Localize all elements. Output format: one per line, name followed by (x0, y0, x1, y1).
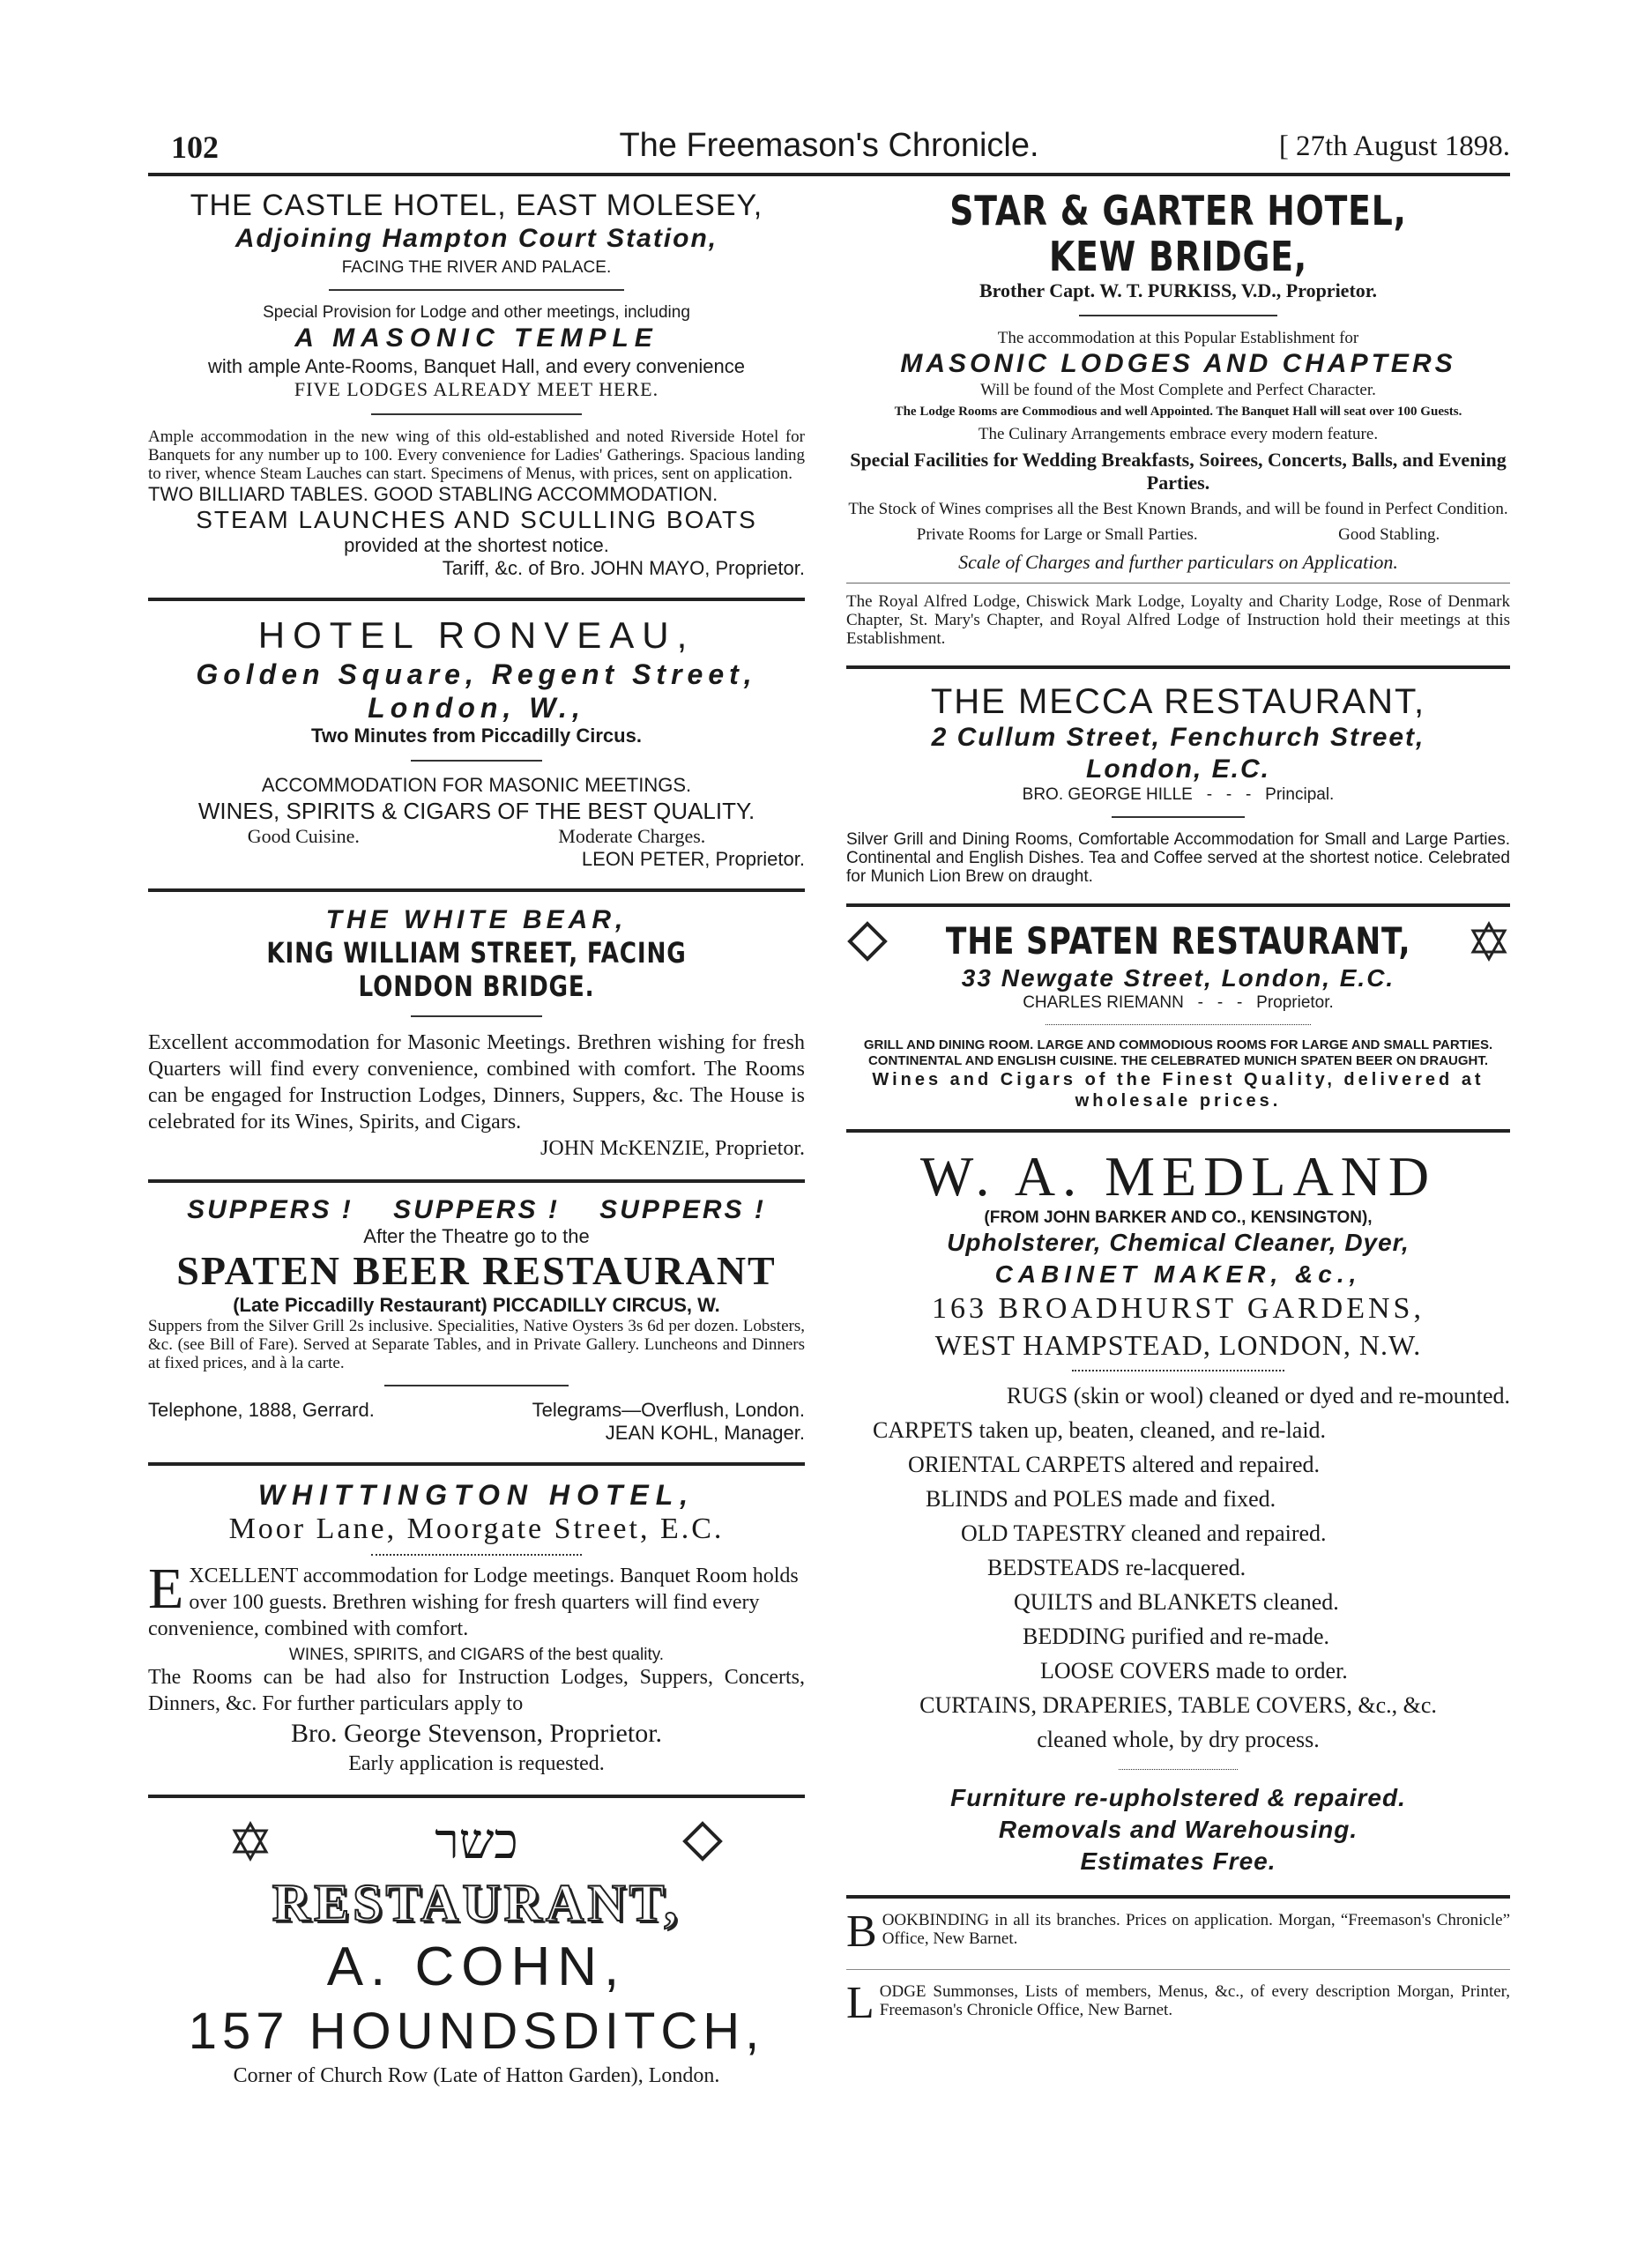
medland-services (846, 1379, 1510, 1757)
castle-sub: Adjoining Hampton Court Station, (234, 224, 718, 253)
ronveau-prop: LEON PETER, Proprietor. (581, 848, 805, 870)
mecca-bro: BRO. GEORGE HILLE - - - Principal. (1022, 785, 1335, 804)
spaten-body: GRILL AND DINING ROOM. LARGE AND COMMODIOUS ROOMS FOR LARGE AND SMALL PARTIES. CONTINENTAL AND ENGLISH CUISINE. THE CELEBRATED MUNICH SPATEN BEER ON DRAUGHT. (863, 1037, 1493, 1068)
stargarter-rooms: The Lodge Rooms are Commodious and well Appointed. The Banquet Hall will seat over 100 Guests. (894, 405, 1462, 419)
ad-medland (846, 1138, 1510, 1890)
ronveau-minutes: Two Minutes from Piccadilly Circus. (311, 725, 642, 747)
mecca-title: THE MECCA RESTAURANT, (930, 682, 1426, 721)
castle-billiard: TWO BILLIARD TABLES. GOOD STABLING ACCOMMODATION. (148, 483, 718, 505)
divider (1119, 1769, 1239, 1770)
medland-est: Estimates Free. (1080, 1847, 1276, 1875)
medland-furn: Furniture re-upholstered & repaired. (950, 1784, 1406, 1811)
ronveau-addr1: Golden Square, Regent Street, (196, 658, 757, 690)
spaten-wines: Wines and Cigars of the Finest Quality, delivered at wholesale prices. (872, 1070, 1485, 1111)
divider (1112, 816, 1245, 818)
drop-cap: E (148, 1557, 184, 1621)
stargarter-lodges: The Royal Alfred Lodge, Chiswick Mark Lodge, Loyalty and Charity Lodge, Rose of Denmark Chapter, St. Mary's Chapter, and Royal Alfred Lodge of Instruction hold their meetings at this Establishment. (846, 592, 1510, 648)
cohn-addr: 157 HOUNDSDITCH, (188, 2003, 765, 2060)
ad-star-garter (846, 181, 1510, 660)
whitebear-title: THE WHITE BEAR, (325, 905, 628, 934)
service-line: QUILTS and BLANKETS cleaned. (1014, 1589, 1339, 1615)
drop-cap: B (846, 1907, 877, 1957)
castle-body: Ample accommodation in the new wing of this old-established and noted Riverside Hotel for Banquets for any number up to 100. Every convenience for Ladies' Gatherings. Spacious landing to river, whence Steam Lauches can start. Specimens of Menus, with prices, sent on application. (148, 427, 805, 483)
service-line: RUGS (skin or wool) cleaned or dyed and re-mounted. (1006, 1383, 1510, 1409)
castle-facing: FACING THE RIVER AND PALACE. (341, 258, 612, 277)
ronveau-wines: WINES, SPIRITS & CIGARS OF THE BEST QUALITY. (197, 798, 755, 824)
lodge-text: ODGE Summonses, Lists of members, Menus, &c., of every description Morgan, Printer, Freemason's Chronicle Office, New Barnet. (879, 1982, 1510, 2019)
left-column (148, 181, 805, 2101)
whitebear-street: KING WILLIAM STREET, FACING LONDON BRIDGE. (266, 936, 687, 1003)
ad-white-bear (148, 897, 805, 1174)
whittington-title: WHITTINGTON HOTEL, (257, 1479, 696, 1511)
castle-steam: STEAM LAUNCHES AND SCULLING BOATS (196, 506, 757, 533)
spaten-charles: CHARLES RIEMANN - - - Proprietor. (1023, 993, 1334, 1012)
spatenbeer-tel: Telephone, 1888, Gerrard. (148, 1399, 375, 1421)
stargarter-accom: The accommodation at this Popular Establishment for (997, 329, 1359, 347)
medland-uph: Upholsterer, Chemical Cleaner, Dyer, (947, 1229, 1410, 1256)
ad-hotel-ronveau (148, 606, 805, 883)
castle-special: Special Provision for Lodge and other meetings, including (263, 303, 690, 322)
stargarter-special: Special Facilities for Wedding Breakfasts, Soirees, Concerts, Balls, and Evening Parties. (850, 449, 1507, 494)
stargarter-stock: The Stock of Wines comprises all the Best Known Brands, and will be found in Perfect Condition. (848, 500, 1508, 518)
stargarter-found: Will be found of the Most Complete and Perfect Character. (980, 381, 1376, 399)
medland-cab: CABINET MAKER, &c., (994, 1260, 1362, 1288)
rule (148, 1462, 805, 1466)
drop-cap: L (846, 1978, 874, 2028)
castle-tariff: Tariff, &c. of Bro. JOHN MAYO, Proprietor. (442, 557, 805, 579)
mecca-body: Silver Grill and Dining Rooms, Comfortable Accommodation for Small and Large Parties. Continental and English Dishes. Tea and Coffee served at the shortest notice. Celebrated for Munich Lion Brew on draught. (846, 830, 1510, 886)
rule (148, 1179, 805, 1183)
divider (1079, 315, 1278, 316)
hebrew-kosher: כשר (435, 1812, 518, 1870)
service-line: BEDDING purified and re-made. (1023, 1624, 1329, 1649)
ronveau-title: HOTEL RONVEAU, (257, 614, 696, 656)
divider (1046, 1024, 1311, 1025)
bookbinding-text: OOKBINDING in all its branches. Prices on application. Morgan, “Freemason's Chronicle” Office, New Barnet. (882, 1911, 1510, 1948)
rule (846, 665, 1510, 669)
ad-lodge-summonses (846, 1975, 1510, 2035)
page-header (148, 123, 1510, 176)
castle-title: THE CASTLE HOTEL, EAST MOLESEY, (190, 189, 763, 222)
castle-five: FIVE LODGES ALREADY MEET HERE. (294, 378, 659, 400)
medland-addr2: WEST HAMPSTEAD, LONDON, N.W. (934, 1329, 1422, 1361)
service-line: cleaned whole, by dry process. (1037, 1727, 1320, 1752)
ronveau-cuisine: Good Cuisine. (247, 825, 360, 847)
spatenbeer-telegrams: Telegrams—Overflush, London. (532, 1399, 805, 1421)
ad-spaten-beer (148, 1188, 805, 1457)
ad-cohn-restaurant (148, 1803, 805, 2101)
rule (148, 1795, 805, 1798)
stargarter-masonic: MASONIC LODGES AND CHAPTERS (900, 349, 1456, 378)
spatenbeer-body: Suppers from the Silver Grill 2s inclusive. Specialities, Native Oysters 3s 6d per dozen. Lobsters, &c. (see Bill of Fare). Served at Separate Tables, and in Private Gallery. Luncheons and Dinners at fixed prices, and à la carte. (148, 1317, 805, 1372)
castle-ante: with ample Ante-Rooms, Banquet Hall, and every convenience (207, 355, 745, 377)
divider (371, 1554, 581, 1556)
castle-temple: A MASONIC TEMPLE (294, 323, 659, 353)
diamond-icon (846, 920, 889, 963)
service-line: OLD TAPESTRY cleaned and repaired. (961, 1520, 1327, 1546)
cohn-corner: Corner of Church Row (Late of Hatton Garden), London. (233, 2064, 720, 2087)
medland-rem: Removals and Warehousing. (998, 1816, 1358, 1843)
star-of-david-icon (229, 1820, 272, 1862)
whitebear-body: Excellent accommodation for Masonic Meetings. Brethren wishing for fresh Quarters will find every convenience, combined with comfort. The Rooms can be engaged for Instruction Lodges, Dinners, Suppers, &c. The House is celebrated for its Wines, Spirits, and Cigars. (148, 1031, 805, 1134)
castle-notice: provided at the shortest notice. (344, 534, 609, 556)
ad-mecca (846, 674, 1510, 898)
stargarter-scale: Scale of Charges and further particulars on Application. (958, 551, 1398, 573)
ad-whittington (148, 1471, 805, 1789)
spatenbeer-after: After the Theatre go to the (363, 1225, 590, 1247)
right-column (846, 181, 1510, 2035)
rule (846, 1895, 1510, 1899)
service-line: CURTAINS, DRAPERIES, TABLE COVERS, &c., &c. (919, 1692, 1437, 1718)
issue-date: [ 27th August 1898. (1278, 130, 1510, 162)
ronveau-accom: ACCOMMODATION FOR MASONIC MEETINGS. (261, 774, 692, 796)
rule (846, 1969, 1510, 1970)
divider (411, 1015, 542, 1017)
whitebear-prop: JOHN McKENZIE, Proprietor. (540, 1137, 805, 1160)
stargarter-private: Private Rooms for Large or Small Parties. (916, 525, 1198, 544)
service-line: BLINDS and POLES made and fixed. (926, 1486, 1276, 1512)
medland-addr1: 163 BROADHURST GARDENS, (932, 1292, 1425, 1325)
stargarter-title: STAR & GARTER HOTEL, KEW BRIDGE, (949, 187, 1407, 280)
cohn-name: A. COHN, (326, 1936, 627, 1997)
divider (371, 413, 581, 415)
stargarter-culinary: The Culinary Arrangements embrace every modern feature. (978, 425, 1379, 443)
divider (1072, 1370, 1284, 1371)
spatenbeer-late: (Late Piccadilly Restaurant) PICCADILLY CIRCUS, W. (233, 1294, 720, 1316)
service-line: ORIENTAL CARPETS altered and repaired. (908, 1452, 1320, 1477)
ronveau-addr2: London, W., (368, 692, 585, 724)
ad-spaten-restaurant (846, 912, 1510, 1124)
whittington-early: Early application is requested. (348, 1752, 605, 1775)
service-line: CARPETS taken up, beaten, cleaned, and re-laid. (873, 1417, 1327, 1443)
star-of-david-icon (1468, 920, 1510, 963)
whittington-prop: Bro. George Stevenson, Proprietor. (290, 1719, 663, 1748)
mecca-addr2: London, E.C. (1086, 754, 1270, 784)
spatenbeer-suppers: SUPPERS ! SUPPERS ! SUPPERS ! (187, 1195, 766, 1224)
spatenbeer-title: SPATEN BEER RESTAURANT (176, 1248, 777, 1293)
ad-bookbinding (846, 1904, 1510, 1964)
page-number: 102 (171, 130, 219, 165)
medland-from: (FROM JOHN BARKER AND CO., KENSINGTON), (984, 1208, 1373, 1227)
stargarter-stabling: Good Stabling. (1338, 525, 1440, 544)
mecca-addr1: 2 Cullum Street, Fenchurch Street, (931, 723, 1425, 752)
rule (846, 1129, 1510, 1133)
cohn-restaurant: RESTAURANT, (272, 1874, 681, 1932)
rule (148, 598, 805, 601)
divider (384, 1385, 569, 1386)
rule (148, 888, 805, 892)
ad-castle-hotel (148, 181, 805, 592)
whittington-body: XCELLENT accommodation for Lodge meetings. Banquet Room holds over 100 guests. Brethren wishing for fresh quarters will find every convenience, combined with comfort. (148, 1565, 799, 1640)
divider (411, 760, 542, 762)
spaten-title: THE SPATEN RESTAURANT, (945, 919, 1411, 963)
masthead-title: The Freemason's Chronicle. (619, 127, 1039, 164)
service-line: BEDSTEADS re-lacquered. (987, 1555, 1246, 1580)
rule (846, 903, 1510, 907)
whittington-wines: WINES, SPIRITS, and CIGARS of the best quality. (288, 1646, 665, 1664)
spatenbeer-manager: JEAN KOHL, Manager. (605, 1422, 805, 1444)
whittington-rooms: The Rooms can be had also for Instruction Lodges, Suppers, Concerts, Dinners, &c. For further particulars apply to (148, 1666, 805, 1715)
diamond-icon (681, 1820, 724, 1862)
whittington-addr: Moor Lane, Moorgate Street, E.C. (228, 1513, 725, 1545)
divider (329, 289, 624, 291)
service-line: LOOSE COVERS made to order. (1040, 1658, 1348, 1684)
medland-title: W. A. MEDLAND (919, 1145, 1437, 1208)
stargarter-bro: Brother Capt. W. T. PURKISS, V.D., Proprietor. (979, 279, 1378, 301)
spaten-addr: 33 Newgate Street, London, E.C. (961, 964, 1395, 992)
ronveau-charges: Moderate Charges. (558, 825, 706, 847)
